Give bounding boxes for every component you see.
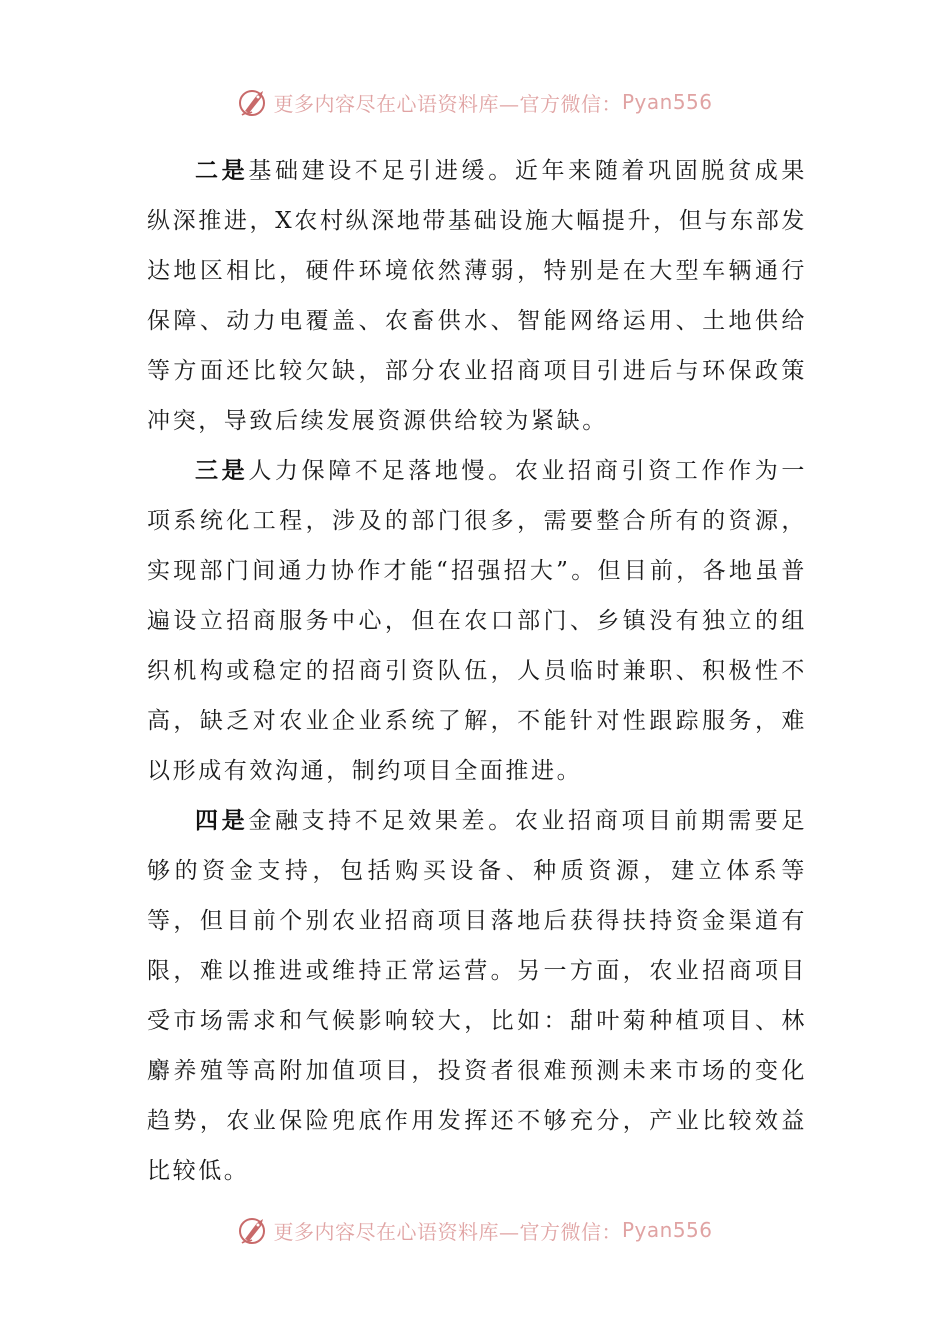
document-body (147, 146, 807, 1196)
banner-text: 更多内容尽在心语资料库—官方微信： (273, 1219, 622, 1244)
footer-banner (0, 1212, 950, 1248)
paragraph-text: 人力保障不足落地慢。农业招商引资工作作为一项系统化工程，涉及的部门很多，需要整合所有的资源，实现部门间通力协作才能“招强招大”。但目前，各地虽普遍设立招商服务中心，但在农口部门、乡镇没有独立的组织机构或稳定的招商引资队伍，人员临时兼职、积极性不高，缺乏对农业企业系统了解，不能针对性跟踪服务，难以形成有效沟通，制约项目全面推进。 (147, 458, 807, 784)
banner-wechat-id: Pyan556 (621, 1218, 713, 1242)
pen-nib-logo-icon (237, 85, 271, 119)
paragraph-3 (147, 446, 807, 796)
pen-nib-logo-icon (237, 1213, 271, 1247)
banner-wechat-id: Pyan556 (621, 90, 713, 114)
paragraph-lead: 三是 (195, 457, 249, 484)
paragraph-2 (147, 146, 807, 446)
header-banner (0, 84, 950, 120)
paragraph-text: 金融支持不足效果差。农业招商项目前期需要足够的资金支持，包括购买设备、种质资源，建立体系等等，但目前个别农业招商项目落地后获得扶持资金渠道有限，难以推进或维持正常运营。另一方面，农业招商项目受市场需求和气候影响较大，比如：甜叶菊种植项目、林麝养殖等高附加值项目，投资者很难预测未来市场的变化趋势，农业保险兜底作用发挥还不够充分，产业比较效益比较低。 (147, 808, 807, 1184)
paragraph-lead: 二是 (195, 157, 249, 184)
paragraph-lead: 四是 (195, 807, 249, 834)
paragraph-4 (147, 796, 807, 1196)
paragraph-text: 基础建设不足引进缓。近年来随着巩固脱贫成果纵深推进，X农村纵深地带基础设施大幅提升，但与东部发达地区相比，硬件环境依然薄弱，特别是在大型车辆通行保障、动力电覆盖、农畜供水、智能网络运用、土地供给等方面还比较欠缺，部分农业招商项目引进后与环保政策冲突，导致后续发展资源供给较为紧缺。 (147, 158, 807, 434)
banner-text: 更多内容尽在心语资料库—官方微信： (273, 91, 622, 116)
